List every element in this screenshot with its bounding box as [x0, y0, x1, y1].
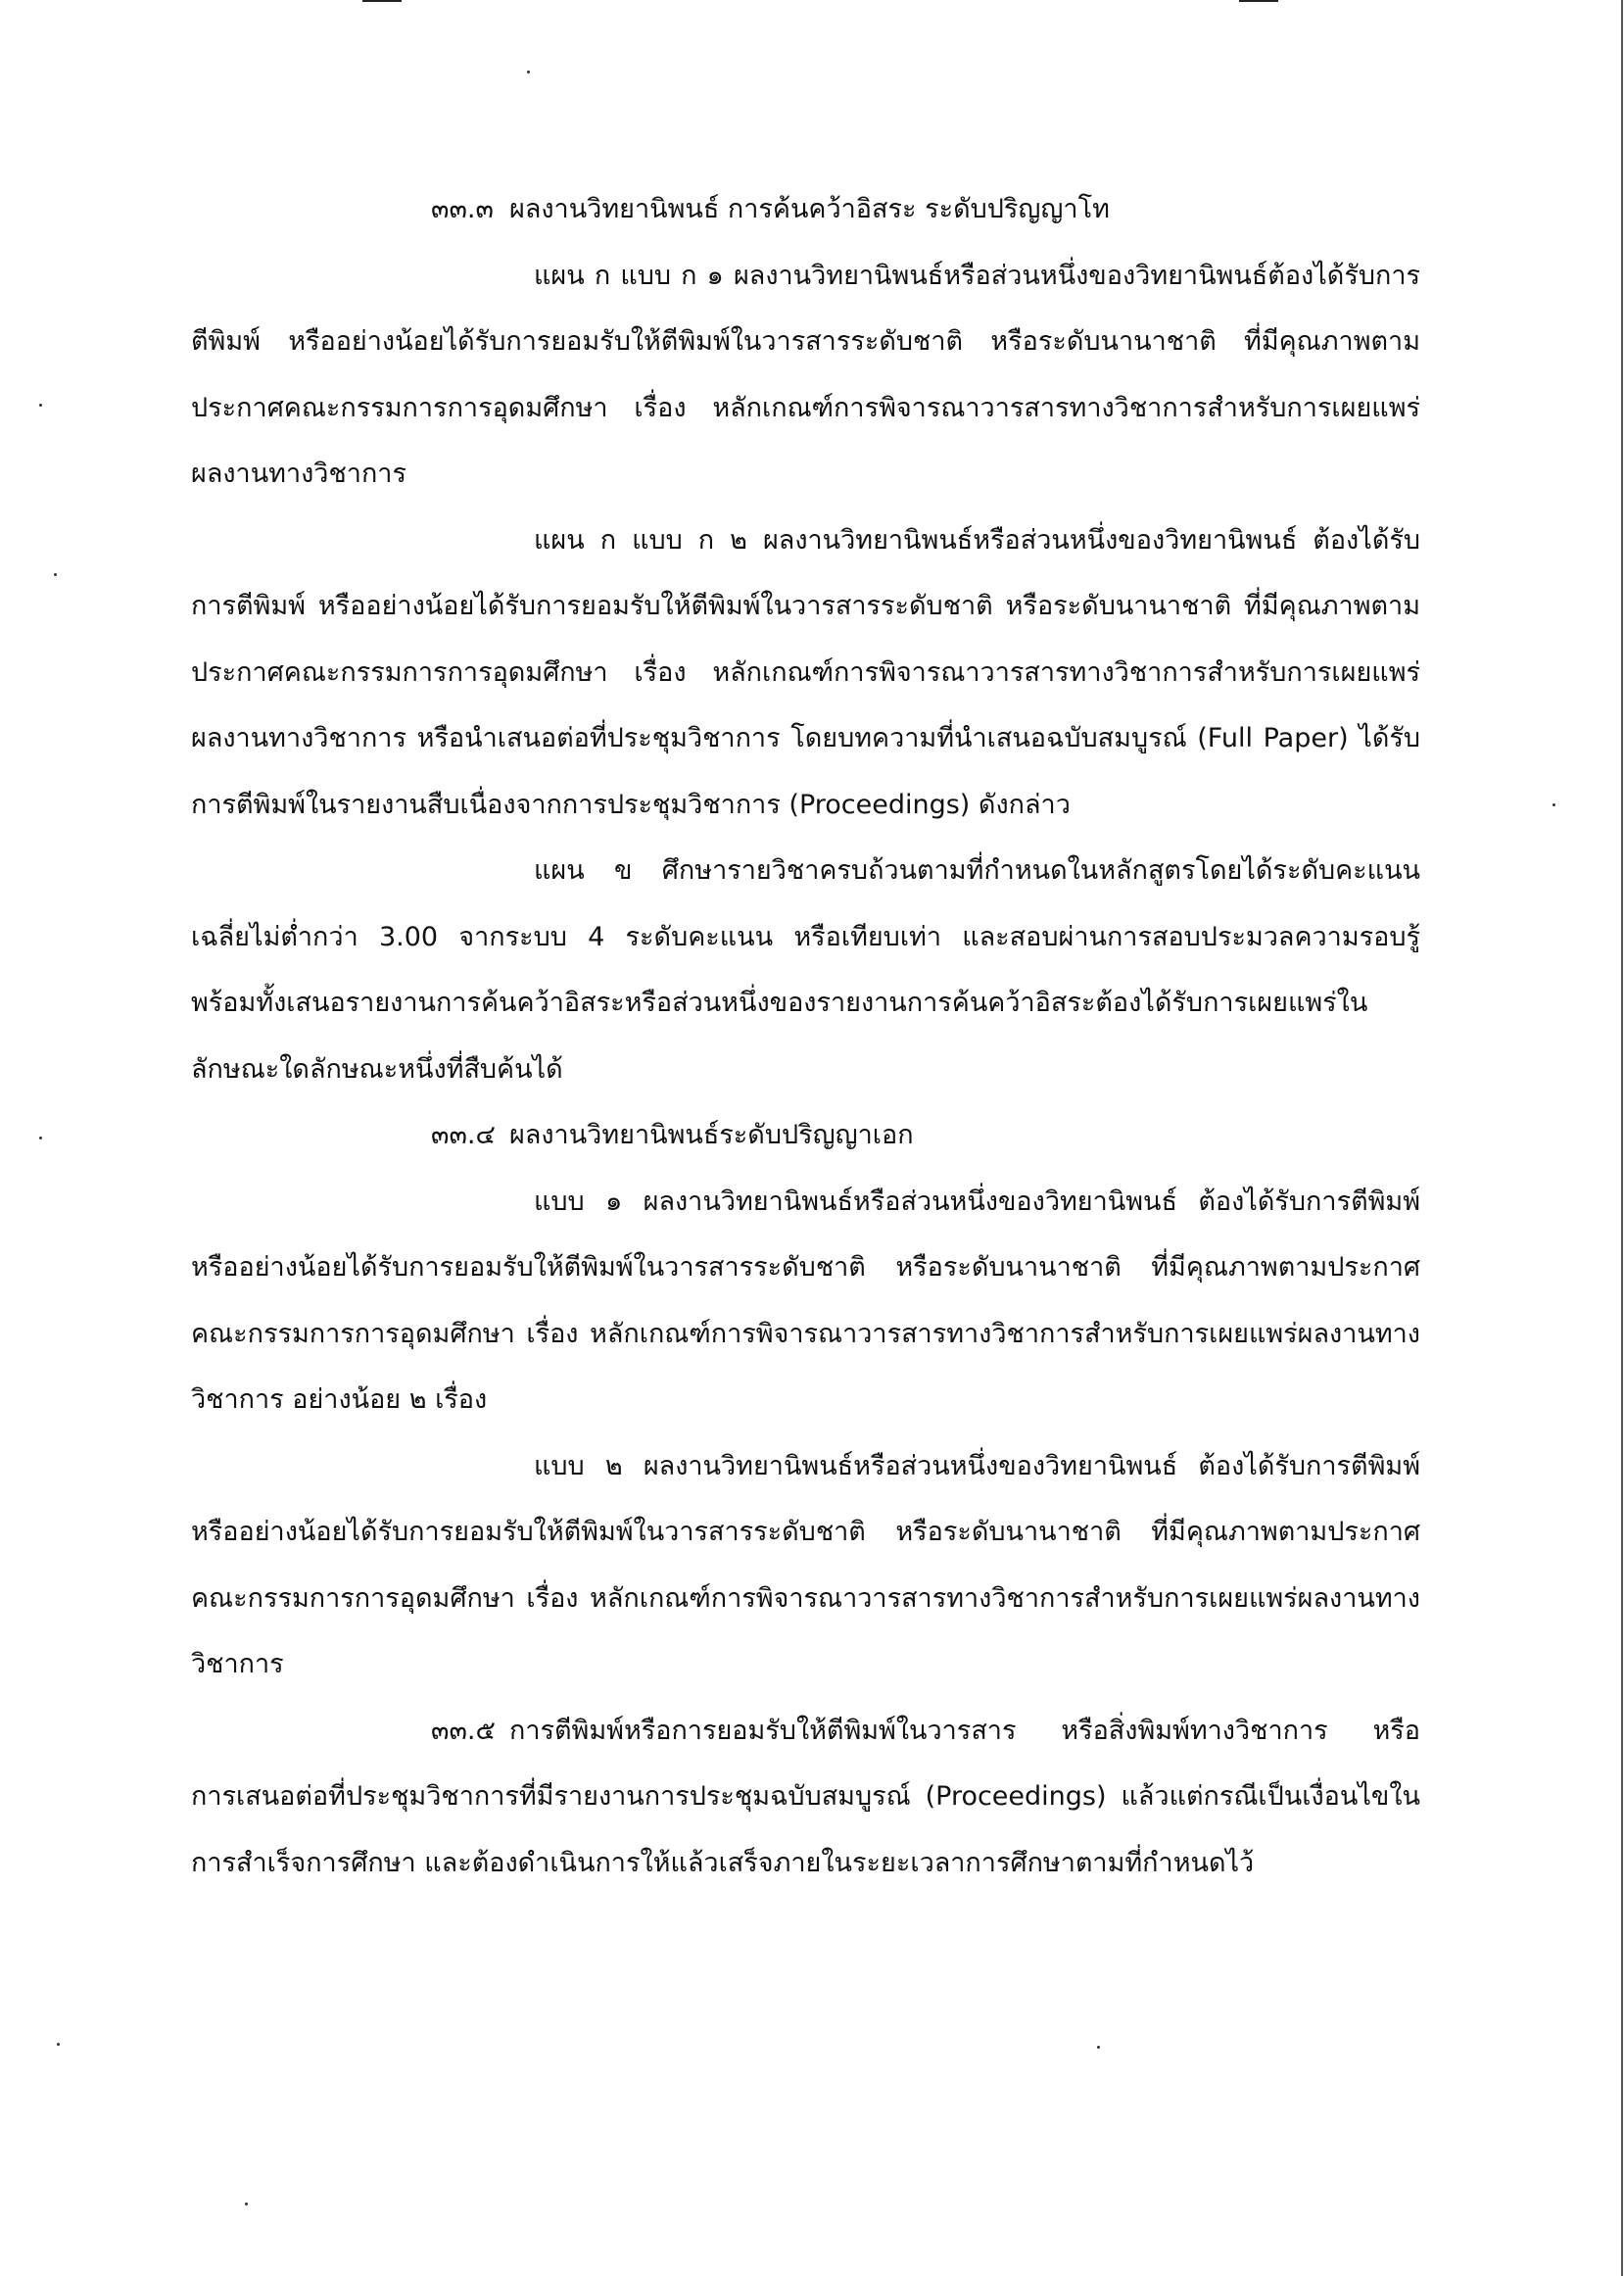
section-heading-33-5 [191, 1698, 1420, 1765]
scan-speck [57, 2043, 60, 2046]
paragraph-line: คณะกรรมการการอุดมศึกษา เรื่อง หลักเกณฑ์การพิจารณาวารสารทางวิชาการสำหรับการเผยแพร่ผลงานทาง [191, 1582, 1420, 1614]
scan-speck [1552, 803, 1555, 806]
paragraph-line: แผน ก แบบ ก ๑ ผลงานวิทยานิพนธ์หรือส่วนหนึ่งของวิทยานิพนธ์ต้องได้รับการ [534, 260, 1420, 291]
document-body [191, 176, 1420, 1896]
section-number: ๓๓.๓ [431, 194, 494, 224]
paragraph-line: ลักษณะใดลักษณะหนึ่งที่สืบค้นได้ [191, 1053, 563, 1085]
scan-speck [54, 573, 57, 576]
section-number: ๓๓.๔ [431, 1120, 496, 1150]
paragraph-line: หรืออย่างน้อยได้รับการยอมรับให้ตีพิมพ์ในวารสารระดับชาติ หรือระดับนานาชาติ ที่มีคุณภาพตามประกาศ [191, 1517, 1420, 1547]
scan-speck [39, 404, 42, 407]
paragraph-line: ประกาศคณะกรรมการการอุดมศึกษา เรื่อง หลักเกณฑ์การพิจารณาวารสารทางวิชาการสำหรับการเผยแพร่ [191, 656, 1420, 688]
section-number: ๓๓.๕ [431, 1715, 496, 1746]
scan-speck [39, 1137, 42, 1139]
paragraph-line: คณะกรรมการการอุดมศึกษา เรื่อง หลักเกณฑ์การพิจารณาวารสารทางวิชาการสำหรับการเผยแพร่ผลงานทาง [191, 1318, 1420, 1349]
section-heading-33-3 [191, 176, 1420, 243]
paragraph-line: การตีพิมพ์ หรืออย่างน้อยได้รับการยอมรับให้ตีพิมพ์ในวารสารระดับชาติ หรือระดับนานาชาติ ที่มีคุณภาพตาม [191, 591, 1420, 621]
scan-edge-top-right [1239, 0, 1278, 2]
scan-speck [245, 2203, 248, 2205]
section-title: ผลงานวิทยานิพนธ์ การค้นคว้าอิสระ ระดับปริญญาโท [509, 194, 1110, 224]
paragraph-line: แบบ ๑ ผลงานวิทยานิพนธ์หรือส่วนหนึ่งของวิทยานิพนธ์ ต้องได้รับการตีพิมพ์ [534, 1186, 1420, 1217]
paragraph-line: เฉลี่ยไม่ต่ำกว่า 3.00 จากระบบ 4 ระดับคะแนน หรือเทียบเท่า และสอบผ่านการสอบประมวลความรอบรู้ [191, 921, 1420, 952]
paragraph-line: แบบ ๒ ผลงานวิทยานิพนธ์หรือส่วนหนึ่งของวิทยานิพนธ์ ต้องได้รับการตีพิมพ์ [534, 1450, 1420, 1481]
scan-edge-right [1621, 0, 1623, 2276]
paragraph-line: พร้อมทั้งเสนอรายงานการค้นคว้าอิสระหรือส่วนหนึ่งของรายงานการค้นคว้าอิสระต้องได้รับการเผยแพร่ใน [191, 988, 1368, 1018]
paragraph-line: แผน ข ศึกษารายวิชาครบถ้วนตามที่กำหนดในหลักสูตรโดยได้ระดับคะแนน [534, 855, 1420, 886]
scan-speck [1097, 2046, 1100, 2049]
scan-speck [527, 71, 530, 73]
paragraph-line: แผน ก แบบ ก ๒ ผลงานวิทยานิพนธ์หรือส่วนหนึ่งของวิทยานิพนธ์ ต้องได้รับ [534, 524, 1420, 556]
paragraph-line: ผลงานทางวิชาการ หรือนำเสนอต่อที่ประชุมวิชาการ โดยบทความที่นำเสนอฉบับสมบูรณ์ (Full Paper) ได้รับ [191, 723, 1420, 753]
section-heading-33-4 [191, 1102, 1420, 1169]
paragraph-line: ประกาศคณะกรรมการการอุดมศึกษา เรื่อง หลักเกณฑ์การพิจารณาวารสารทางวิชาการสำหรับการเผยแพร่ [191, 392, 1420, 423]
paragraph-line: ตีพิมพ์ หรืออย่างน้อยได้รับการยอมรับให้ตีพิมพ์ในวารสารระดับชาติ หรือระดับนานาชาติ ที่มีคุณภาพตาม [191, 326, 1420, 357]
paragraph-line: วิชาการ [191, 1649, 284, 1679]
paragraph-line: ผลงานทางวิชาการ [191, 459, 406, 489]
paragraph-line: หรืออย่างน้อยได้รับการยอมรับให้ตีพิมพ์ในวารสารระดับชาติ หรือระดับนานาชาติ ที่มีคุณภาพตามประกาศ [191, 1252, 1420, 1283]
paragraph-line: การเสนอต่อที่ประชุมวิชาการที่มีรายงานการประชุมฉบับสมบูรณ์ (Proceedings) แล้วแต่กรณีเป็นเงื่อนไขใน [191, 1781, 1420, 1812]
paragraph-line: การสำเร็จการศึกษา และต้องดำเนินการให้แล้วเสร็จภายในระยะเวลาการศึกษาตามที่กำหนดไว้ [191, 1847, 1255, 1878]
section-text: การตีพิมพ์หรือการยอมรับให้ตีพิมพ์ในวารสาร หรือสิ่งพิมพ์ทางวิชาการ หรือ [509, 1715, 1420, 1746]
section-title: ผลงานวิทยานิพนธ์ระดับปริญญาเอก [509, 1120, 914, 1150]
scan-edge-top-left [362, 0, 402, 2]
paragraph-line: วิชาการ อย่างน้อย ๒ เรื่อง [191, 1384, 488, 1415]
paragraph-line: การตีพิมพ์ในรายงานสืบเนื่องจากการประชุมวิชาการ (Proceedings) ดังกล่าว [191, 789, 1071, 820]
